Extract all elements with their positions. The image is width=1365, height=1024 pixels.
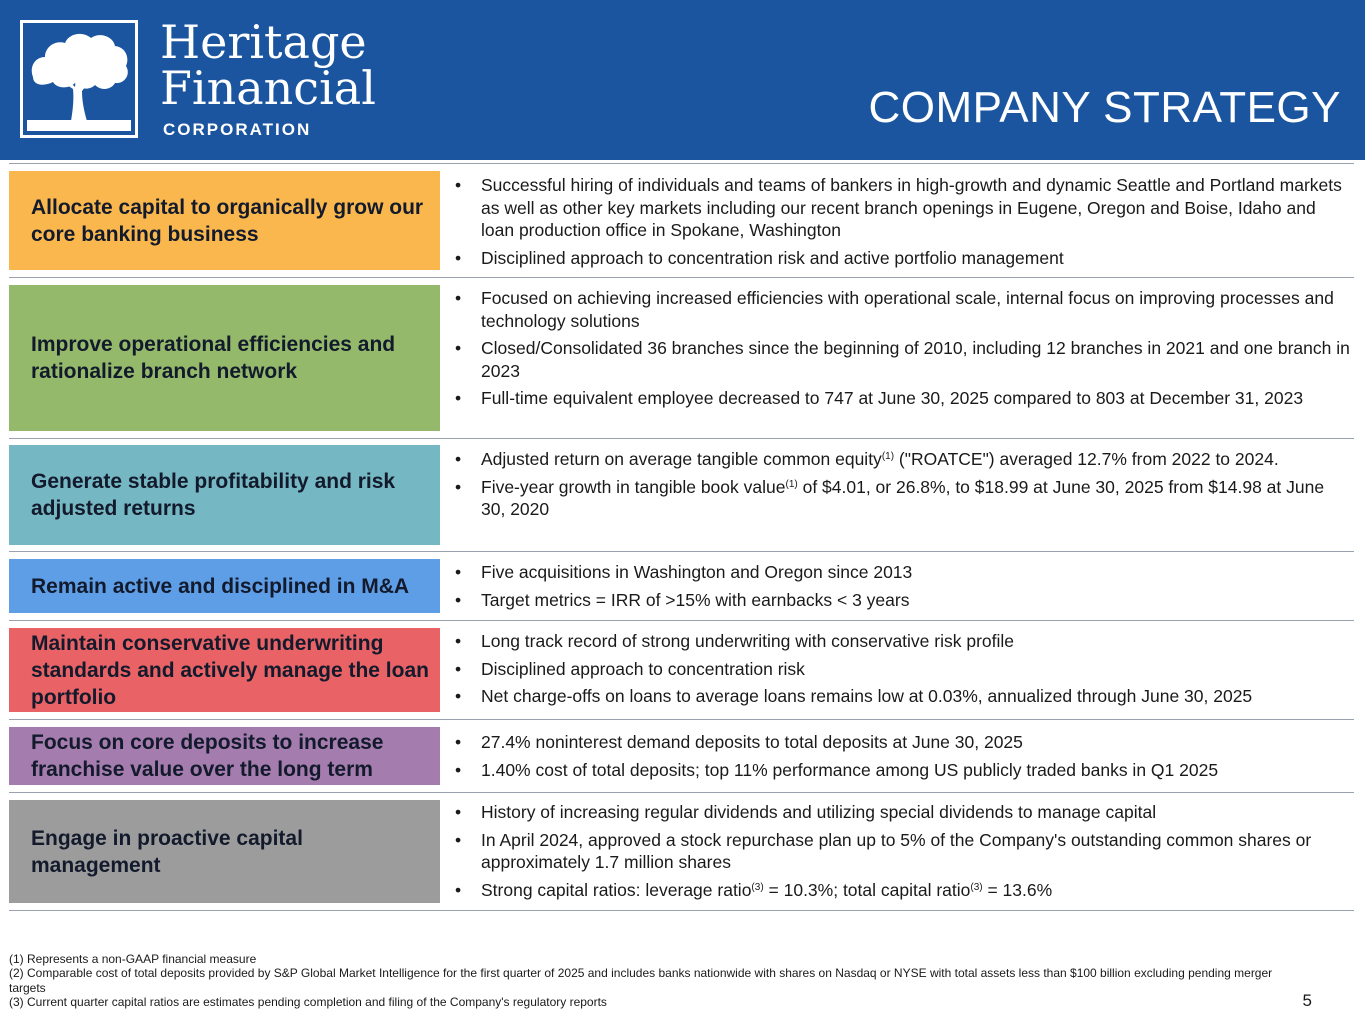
bullet-item: • Five-year growth in tangible book value$^{(1)}$ of $4.01, or 26.8%, to $18.99 at June 30, 2025 from $14.98 at June 30, 2020 — [455, 476, 1351, 521]
tree-logo-icon — [27, 27, 131, 131]
brand-name-line3: CORPORATION — [163, 120, 312, 139]
strategy-bullet-list — [455, 287, 1351, 410]
strategy-bullet-list — [455, 561, 1351, 611]
row-divider — [9, 620, 1354, 621]
strategy-bullet-list — [455, 630, 1351, 708]
strategy-bullet-list — [455, 174, 1351, 269]
bullet-item: • Successful hiring of individuals and teams of bankers in high-growth and dynamic Seattle and Portland markets as well as other key markets including our recent branch openings in Eugene, Oregon and Boise, Idaho and loan production office in Spokane, Washington — [455, 174, 1351, 242]
strategy-label-box — [9, 445, 440, 545]
strategy-row — [0, 727, 1365, 785]
row-divider — [9, 719, 1354, 720]
page-number: 5 — [1302, 991, 1312, 1010]
row-divider — [9, 792, 1354, 793]
row-divider — [9, 277, 1354, 278]
brand-name-line2: Financial — [160, 61, 376, 115]
footnote: (2) Comparable cost of total deposits provided by S&P Global Market Intelligence for the first quarter of 2025 and includes banks nationwide with shares on Nasdaq or NYSE with total assets less than $100 billion excluding pending merger targets — [9, 966, 1273, 995]
bullet-item: • Net charge-offs on loans to average loans remains low at 0.03%, annualized through June 30, 2025 — [455, 685, 1351, 708]
row-divider — [9, 163, 1354, 164]
strategy-row — [0, 171, 1365, 270]
strategy-label: Improve operational efficiencies and rationalize branch network — [31, 333, 396, 383]
row-divider — [9, 438, 1354, 439]
strategy-label-box — [9, 727, 440, 785]
bullet-item: • Five acquisitions in Washington and Oregon since 2013 — [455, 561, 1351, 584]
strategy-bullet-list — [455, 801, 1351, 901]
bullet-item: • Full-time equivalent employee decreased to 747 at June 30, 2025 compared to 803 at December 31, 2023 — [455, 387, 1351, 410]
brand-name-line1: Heritage — [160, 15, 367, 69]
strategy-bullet-list — [455, 731, 1351, 781]
bullet-item: • Target metrics = IRR of >15% with earnbacks < 3 years — [455, 589, 1351, 612]
strategy-label-box — [9, 559, 440, 613]
strategy-row — [0, 800, 1365, 903]
strategy-label: Focus on core deposits to increase franchise value over the long term — [31, 731, 384, 781]
strategy-label: Maintain conservative underwriting standards and actively manage the loan portfolio — [31, 631, 429, 709]
row-divider — [9, 551, 1354, 552]
strategy-label-box — [9, 285, 440, 431]
bullet-item: • Adjusted return on average tangible common equity$^{(1)}$ ("ROATCE") averaged 12.7% from 2022 to 2024. — [455, 448, 1351, 471]
footnote: (1) Represents a non-GAAP financial measure — [9, 952, 257, 966]
row-divider — [9, 910, 1354, 911]
strategy-row — [0, 285, 1365, 431]
bullet-item: • 27.4% noninterest demand deposits to total deposits at June 30, 2025 — [455, 731, 1351, 754]
strategy-label: Allocate capital to organically grow our core banking business — [31, 195, 424, 246]
strategy-label: Generate stable profitability and risk adjusted returns — [31, 470, 396, 520]
bullet-item: • Focused on achieving increased efficiencies with operational scale, internal focus on improving processes and technology solutions — [455, 287, 1351, 332]
strategy-bullet-list — [455, 448, 1351, 521]
strategy-row — [0, 445, 1365, 545]
page-title: COMPANY STRATEGY — [868, 83, 1341, 132]
bullet-item: • In April 2024, approved a stock repurchase plan up to 5% of the Company's outstanding common shares or approximately 1.7 million shares — [455, 829, 1351, 874]
strategy-label-box — [9, 800, 440, 903]
bullet-item: • History of increasing regular dividends and utilizing special dividends to manage capital — [455, 801, 1351, 824]
footnotes — [9, 952, 1299, 1009]
strategy-label: Engage in proactive capital management — [31, 826, 303, 877]
bullet-item: • Disciplined approach to concentration risk — [455, 658, 1351, 681]
logo — [20, 20, 138, 138]
footnote: (3) Current quarter capital ratios are estimates pending completion and filing of the Company's regulatory reports — [9, 994, 607, 1009]
strategy-row — [0, 628, 1365, 712]
header-banner — [0, 0, 1365, 160]
bullet-item: • 1.40% cost of total deposits; top 11% performance among US publicly traded banks in Q1 2025 — [455, 759, 1351, 782]
bullet-item: • Strong capital ratios: leverage ratio$^{(3)}$ = 10.3%; total capital ratio$^{(3)}$ = 13.6% — [455, 879, 1351, 902]
strategy-label-box — [9, 171, 440, 270]
bullet-item: • Disciplined approach to concentration risk and active portfolio management — [455, 247, 1351, 270]
strategy-row — [0, 559, 1365, 613]
strategy-label-box — [9, 628, 440, 712]
bullet-item: • Long track record of strong underwriting with conservative risk profile — [455, 630, 1351, 653]
bullet-item: • Closed/Consolidated 36 branches since the beginning of 2010, including 12 branches in 2021 and one branch in 2023 — [455, 337, 1351, 382]
strategy-label: Remain active and disciplined in M&A — [31, 574, 410, 598]
